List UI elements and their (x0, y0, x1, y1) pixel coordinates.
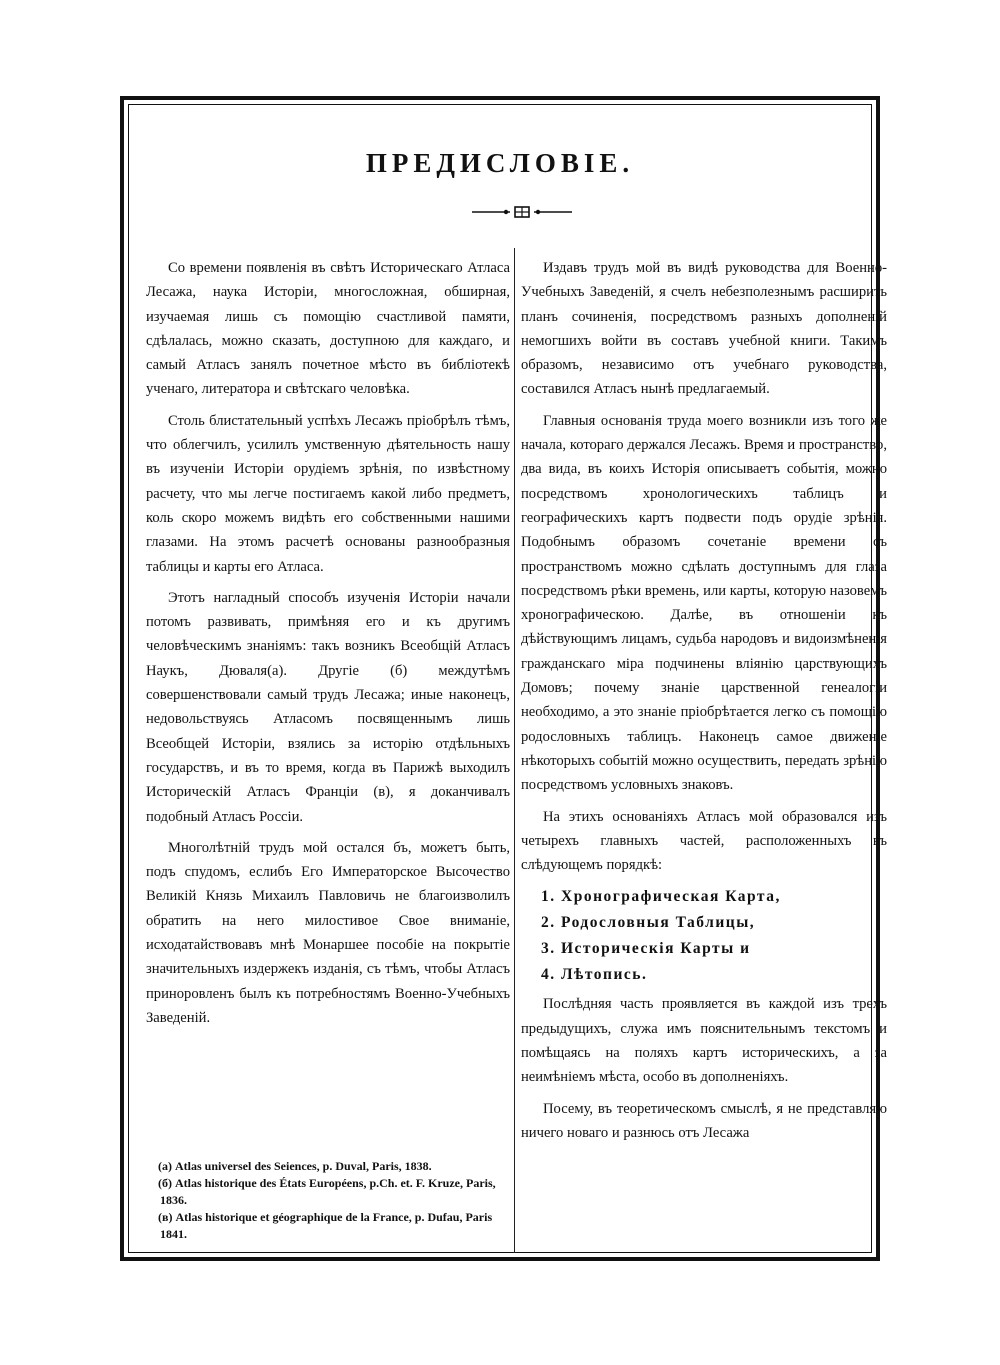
paragraph: На этихъ основаніяхъ Атласъ мой образовался изъ четырехъ главныхъ частей, расположенныхъ въ слѣдующемъ порядкѣ: (521, 808, 887, 874)
paragraph: Со времени появленія въ свѣтъ Историческаго Атласа Лесажа, наука Исторіи, многосложная, обширная, изучаемая лишь съ помощію счастливой памяти, сдѣлалась, можно сказать, доступною для каждаго, и самый Атласъ занялъ почетное мѣсто въ библіотекѣ ученаго, литератора и свѣтскаго человѣка. (146, 260, 510, 398)
paragraph: Издавъ трудъ мой въ видѣ руководства для Военно-Учебныхъ Заведеній, я счелъ небезполезнымъ расширить планъ сочиненія, посредствомъ разныхъ дополненій немогшихъ войти въ составъ учебной книги. Такимъ образомъ, независимо отъ учебнаго руководства, составился Атласъ нынѣ предлагаемый. (521, 260, 887, 398)
list-item: 2. Родословныя Таблицы, (541, 914, 756, 932)
list-item: 3. Историческія Карты и (541, 940, 751, 958)
footnotes (146, 1158, 510, 1243)
paragraph: Главныя основанія труда моего возникли изъ того же начала, котораго держался Лесажъ. Время и пространство, два вида, въ коихъ Исторія описываетъ событія, можно посредствомъ хронологическихъ таблицъ и географическихъ картъ подвести подъ орудіе зрѣнія. Подобнымъ образомъ сочетаніе времени съ пространствомъ можно сдѣлать доступнымъ для глаза посредствомъ рѣки времень, или карты, которую назовемъ хронографическою. Далѣе, въ отношеніи къ дѣйствующимъ лицамъ, судьба народовъ и видоизмѣненія гражданскаго міра подчинены вліянію царствующихъ Домовъ; почему знаніе царственной генеалогіи необходимо, а это знаніе пріобрѣтается легко съ помощію родословныхъ таблицъ. Наконецъ самое движеніе нѣкоторыхъ событій можно осуществить, передать зрѣнію посредствомъ условныхъ знаковъ. (521, 412, 887, 794)
column-divider (514, 248, 515, 1253)
left-column (146, 256, 510, 1037)
decorative-rule-icon (470, 204, 574, 220)
paragraph: Столь блистательный успѣхъ Лесажъ пріобрѣлъ тѣмъ, что облегчилъ, усилилъ умственную дѣятельность нашу въ изученіи Исторіи орудіемъ зрѣнія, по извѣстному расчету, что мы легче постигаемъ какой либо предметъ, коль скоро можемъ видѣть его собственными нашими глазами. На этомъ расчетѣ основаны разнообразныя таблицы и карты его Атласа. (146, 412, 510, 575)
paragraph: Этотъ нагладный способъ изученія Исторіи начали потомъ развивать, примѣняя его и къ другимъ человѣческимъ знаніямъ: такъ возникъ Всеобщій Атласъ Наукъ, Дюваля(а). Другіе (б) междутѣмъ совершенствовали самый трудъ Лесажа; иные наконецъ, недовольствуясь Атласомъ посвященнымъ лишь Всеобщей Исторіи, взялись за исторію отдѣльныхъ государствъ, и въ то время, когда въ Парижѣ выходилъ Историческій Атласъ Франціи (в), я доканчивалъ подобный Атласъ Россіи. (146, 589, 510, 825)
right-column (521, 256, 887, 1152)
footnote-b: (б) Atlas historique des États Européens, p.Ch. et. F. Kruze, Paris, 1836. (158, 1176, 496, 1207)
footnote-v: (в) Atlas historique et géographique de la France, p. Dufau, Paris 1841. (158, 1210, 493, 1241)
paragraph: Многолѣтній трудъ мой остался бъ, можетъ быть, подъ спудомъ, еслибъ Его Императорское Высочество Великій Князь Михаилъ Павловичь не благоизволилъ обратить на него милостивое Свое вниманіе, исходатайствовавъ мнѣ Монаршее пособіе на покрытіе значительныхъ издержекъ изданія, съ тѣмъ, чтобы Атласъ приноровленъ былъ къ потребностямъ Военно-Учебныхъ Заведеній. (146, 839, 510, 1026)
footnote-a: (а) Atlas universel des Seiences, p. Duval, Paris, 1838. (158, 1159, 432, 1173)
paragraph: Послѣдняя часть проявляется въ каждой изъ трехъ предыдущихъ, служа имъ пояснительнымъ текстомъ и помѣщаясь на поляхъ картъ историческихъ, а за неимѣніемъ мѣста, особо въ дополненіяхъ. (521, 996, 887, 1086)
list-item: 4. Лѣтопись. (541, 966, 648, 984)
list-item: 1. Хронографическая Карта, (541, 888, 781, 906)
paragraph: Посему, въ теоретическомъ смыслѣ, я не представляю ничего новаго и разнюсь отъ Лесажа (521, 1100, 887, 1141)
page-title: ПРЕДИСЛОВІЕ. (365, 148, 635, 178)
atlas-parts-list (521, 884, 887, 988)
